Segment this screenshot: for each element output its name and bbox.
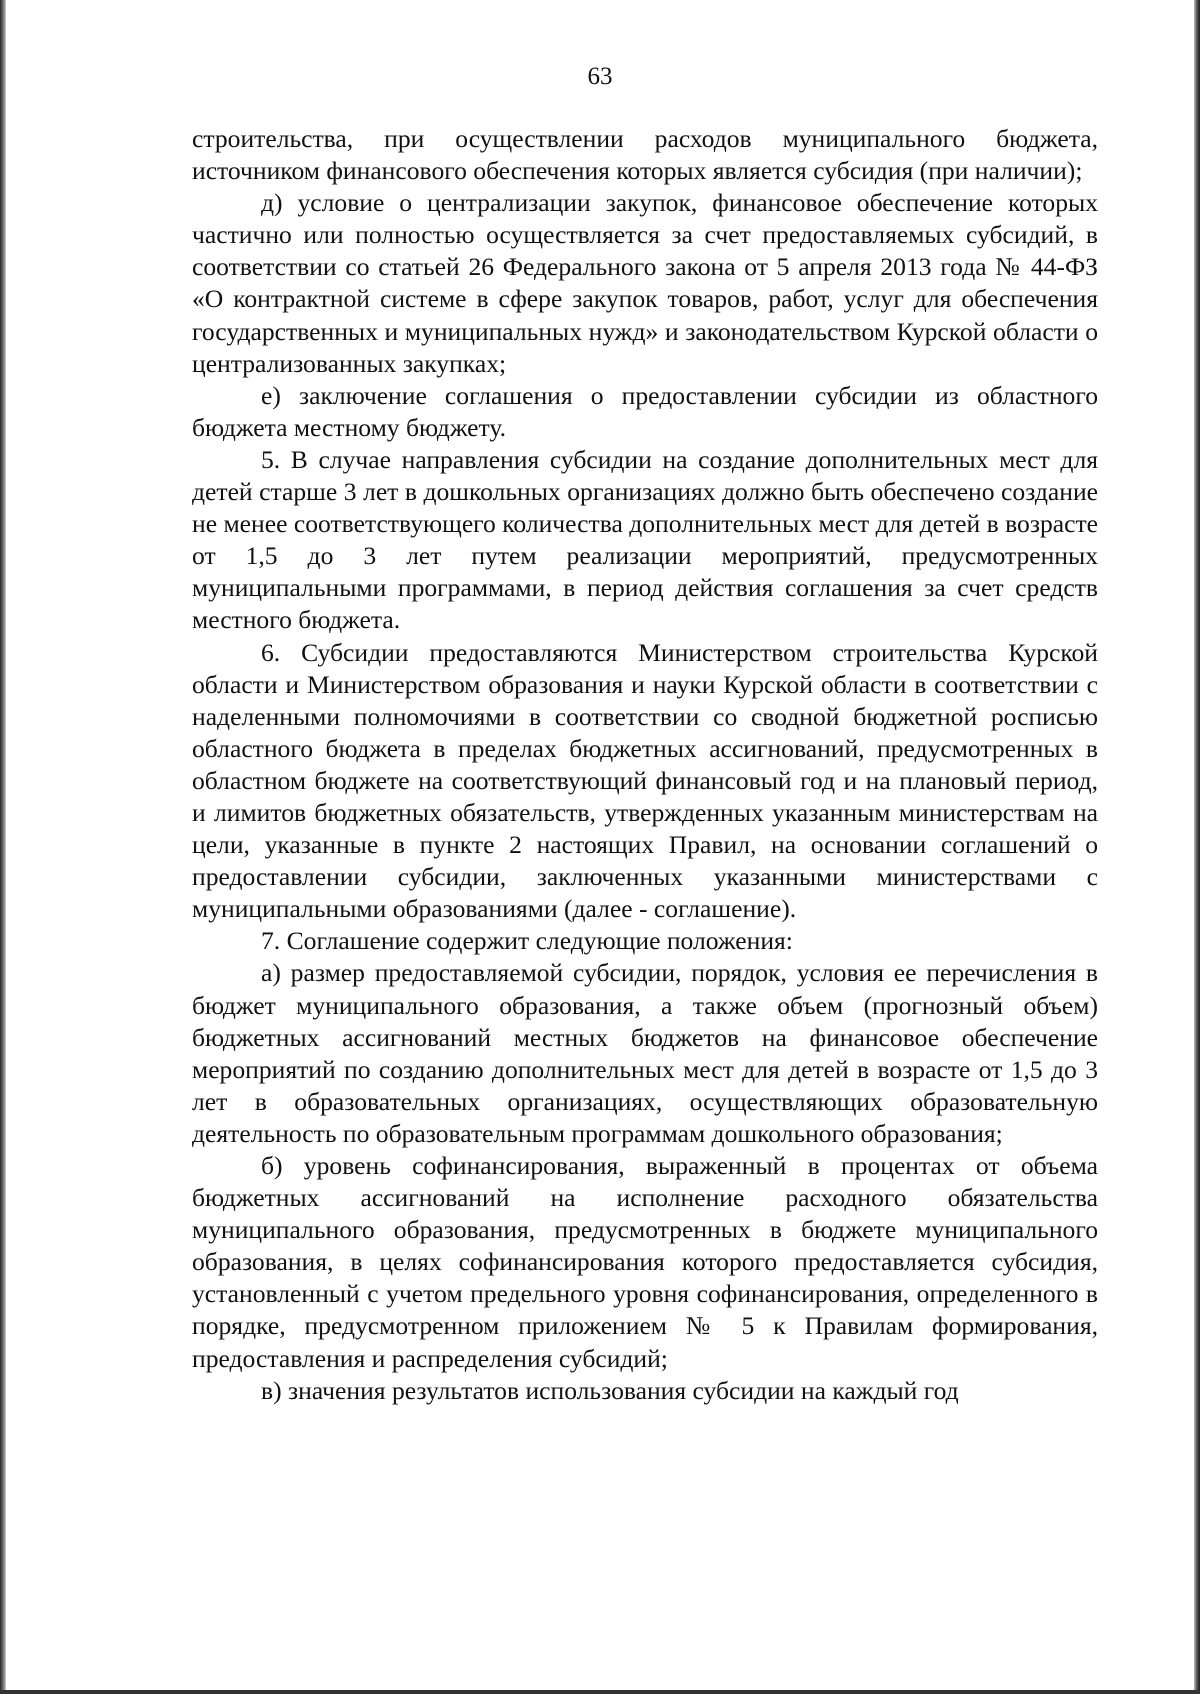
scan-edge-bottom	[0, 1690, 1200, 1694]
scan-edge-left	[0, 0, 6, 1694]
paragraph-item-e: е) заключение соглашения о предоставлении субсидии из областного бюджета местному бюджету.	[192, 380, 1098, 442]
paragraph-clause-5: 5. В случае направления субсидии на создание дополнительных мест для детей старше 3 лет в дошкольных организациях должно быть обеспечено создание не менее соответствующего количества дополнительных мест для детей в возрасте от 1,5 до 3 лет путем реализации мероприятий, предусмотренных муниципальными программами, в период действия соглашения за счет средств местного бюджета.	[192, 444, 1098, 635]
paragraph-clause-6: 6. Субсидии предоставляются Министерством строительства Курской области и Министерством образования и науки Курской области в соответствии с наделенными полномочиями в соответствии со сводной бюджетной росписью областного бюджета в пределах бюджетных ассигнований, предусмотренных в областном бюджете на соответствующий финансовый год и на плановый период, и лимитов бюджетных обязательств, утвержденных указанным министерствам на цели, указанные в пункте 2 настоящих Правил, на основании соглашений о предоставлении субсидии, заключенных указанными министерствами с муниципальными образованиями (далее - соглашение).	[192, 637, 1098, 924]
paragraph-item-b: б) уровень софинансирования, выраженный в процентах от объема бюджетных ассигнований на исполнение расходного обязательства муниципального образования, предусмотренных в бюджете муниципального образования, в целях софинансирования которого предоставляется субсидия, установленный с учетом предельного уровня софинансирования, определенного в порядке, предусмотренном приложением № 5 к Правилам формирования, предоставления и распределения субсидий;	[192, 1151, 1098, 1373]
document-body	[192, 123, 1098, 1407]
paragraph-clause-7: 7. Соглашение содержит следующие положения:	[261, 926, 793, 956]
paragraph-item-a: а) размер предоставляемой субсидии, порядок, условия ее перечисления в бюджет муниципального образования, а также объем (прогнозный объем) бюджетных ассигнований местных бюджетов на финансовое обеспечение мероприятий по созданию дополнительных мест для детей в возрасте от 1,5 до 3 лет в образовательных организациях, осуществляющих образовательную деятельность по образовательным программам дошкольного образования;	[192, 958, 1098, 1148]
paragraph: строительства, при осуществлении расходов муниципального бюджета, источником финансового обеспечения которых является субсидия (при наличии);	[192, 124, 1098, 186]
paragraph-item-d: д) условие о централизации закупок, финансовое обеспечение которых частично или полностью осуществляется за счет предоставляемых субсидий, в соответствии со статьей 26 Федерального закона от 5 апреля 2013 года № 44-ФЗ «О контрактной системе в сфере закупок товаров, работ, услуг для обеспечения государственных и муниципальных нужд» и законодательством Курской области о централизованных закупках;	[192, 188, 1098, 378]
page-number: 63	[587, 63, 613, 90]
paragraph-item-v: в) значения результатов использования субсидии на каждый год	[261, 1375, 959, 1405]
scan-edge-right	[1194, 0, 1200, 1694]
